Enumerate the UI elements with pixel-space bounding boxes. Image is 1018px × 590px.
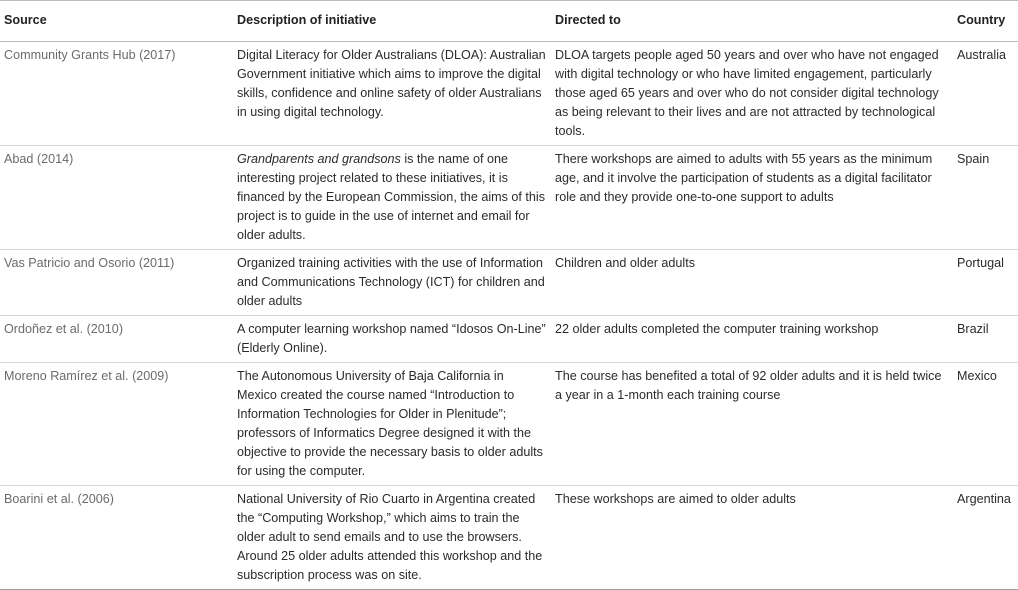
table-row xyxy=(0,146,1018,250)
cell-country: Australia xyxy=(953,42,1018,146)
cell-description: The Autonomous University of Baja California in Mexico created the course named “Introduction to Information Technologies for Older in Plenitude”; professors of Informatics Degree designed it with the objective to provide the necessary basis to older adults for using the computer. xyxy=(233,363,551,486)
cell-directed-to: There workshops are aimed to adults with 55 years as the minimum age, and it involve the participation of students as a digital facilitator role and they provide one-to-one support to adults xyxy=(551,146,953,250)
table-row xyxy=(0,42,1018,146)
cell-description: Digital Literacy for Older Australians (DLOA): Australian Government initiative which aims to improve the digital skills, confidence and online safety of older Australians in using digital technology. xyxy=(233,42,551,146)
cell-source: Abad (2014) xyxy=(0,146,233,250)
header-description: Description of initiative xyxy=(233,1,551,42)
cell-source: Ordoñez et al. (2010) xyxy=(0,316,233,363)
cell-source: Vas Patricio and Osorio (2011) xyxy=(0,250,233,316)
cell-source: Moreno Ramírez et al. (2009) xyxy=(0,363,233,486)
cell-directed-to: These workshops are aimed to older adults xyxy=(551,486,953,590)
cell-directed-to: Children and older adults xyxy=(551,250,953,316)
cell-directed-to: DLOA targets people aged 50 years and over who have not engaged with digital technology or who have limited engagement, particularly those aged 65 years and over who do not consider digital technology as being relevant to their lives and are not attracted by technological tools. xyxy=(551,42,953,146)
cell-description: Organized training activities with the use of Information and Communications Technology (ICT) for children and older adults xyxy=(233,250,551,316)
cell-description: National University of Rio Cuarto in Argentina created the “Computing Workshop,” which aims to train the older adult to send emails and to use the browsers. Around 25 older adults attended this workshop and the subscription process was on site. xyxy=(233,486,551,590)
header-country: Country xyxy=(953,1,1018,42)
cell-description xyxy=(233,146,551,250)
cell-country: Spain xyxy=(953,146,1018,250)
table-row xyxy=(0,316,1018,363)
cell-country: Portugal xyxy=(953,250,1018,316)
cell-country: Mexico xyxy=(953,363,1018,486)
table-header-row xyxy=(0,1,1018,42)
description-text: is the name of one interesting project related to these initiatives, it is financed by the European Commission, the aims of this project is to guide in the use of internet and email for older adults. xyxy=(237,152,546,242)
header-directed-to: Directed to xyxy=(551,1,953,42)
cell-directed-to: 22 older adults completed the computer training workshop xyxy=(551,316,953,363)
cell-country: Argentina xyxy=(953,486,1018,590)
project-title: Grandparents and grandsons xyxy=(237,152,401,166)
table-row xyxy=(0,250,1018,316)
table-row xyxy=(0,486,1018,590)
cell-country: Brazil xyxy=(953,316,1018,363)
table-row xyxy=(0,363,1018,486)
header-source: Source xyxy=(0,1,233,42)
cell-directed-to: The course has benefited a total of 92 older adults and it is held twice a year in a 1-month each training course xyxy=(551,363,953,486)
cell-source: Community Grants Hub (2017) xyxy=(0,42,233,146)
cell-source: Boarini et al. (2006) xyxy=(0,486,233,590)
cell-description: A computer learning workshop named “Idosos On-Line” (Elderly Online). xyxy=(233,316,551,363)
